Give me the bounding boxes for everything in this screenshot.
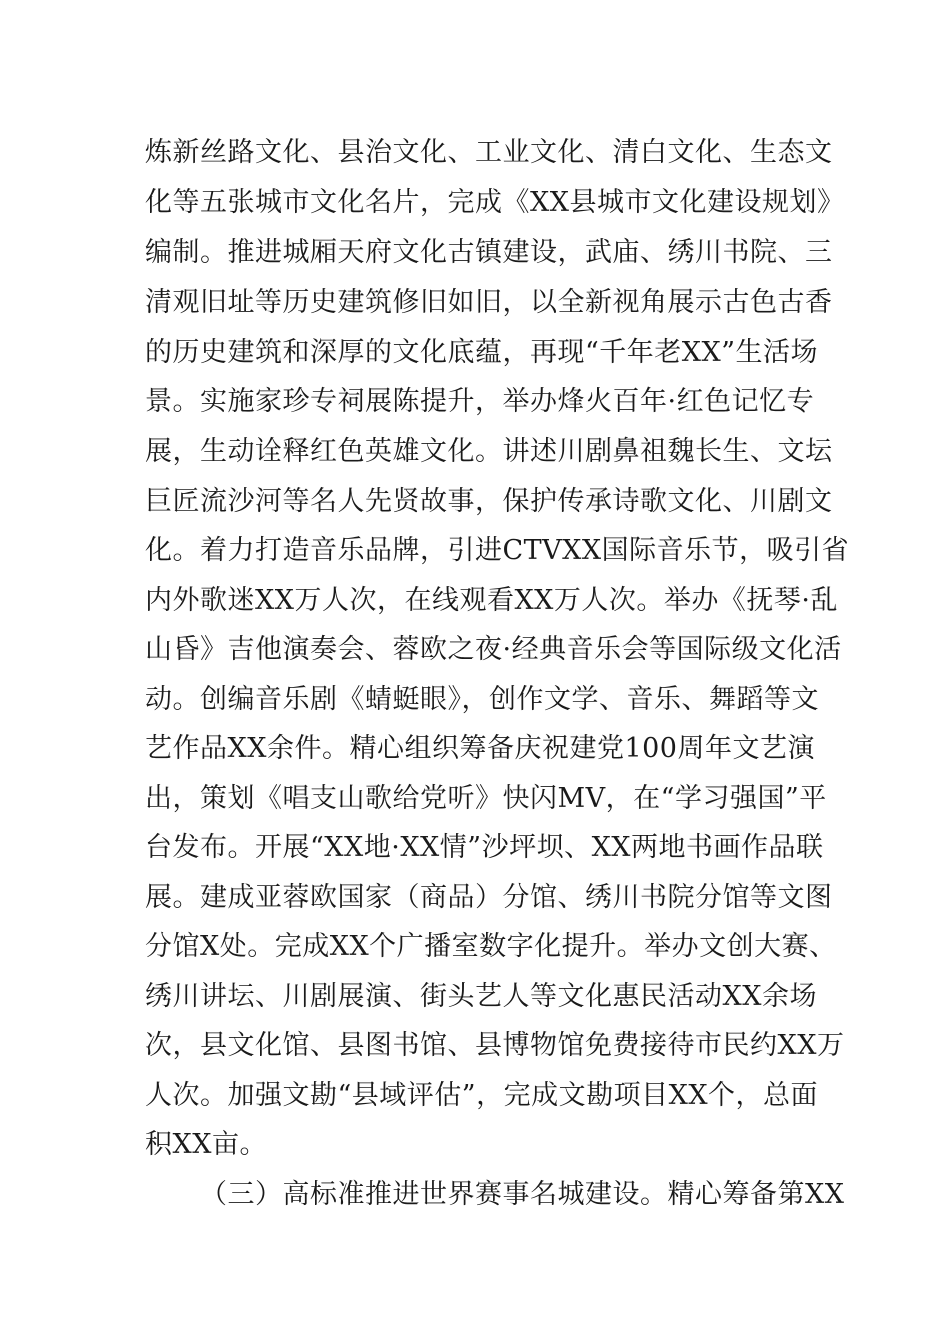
text-line: 炼新丝路文化、县治文化、工业文化、清白文化、生态文 <box>145 137 833 168</box>
text-line: 分馆X处。完成XX个广播室数字化提升。举办文创大赛、 <box>145 931 837 962</box>
text-line: 出，策划《唱支山歌给党听》快闪MV，在“学习强国”平 <box>145 783 827 814</box>
text-line: 化。着力打造音乐品牌，引进CTVXX国际音乐节，吸引省 <box>145 535 850 566</box>
text-line: 台发布。开展“XX地·XX情”沙坪坝、XX两地书画作品联 <box>145 832 824 863</box>
text-line: 绣川讲坛、川剧展演、街头艺人等文化惠民活动XX余场 <box>145 981 817 1012</box>
text-line: 次，县文化馆、县图书馆、县博物馆免费接待市民约XX万 <box>145 1030 845 1061</box>
text-line: 积XX亩。 <box>145 1129 267 1160</box>
text-line: 化等五张城市文化名片，完成《XX县城市文化建设规划》 <box>145 187 845 218</box>
text-line: 展。建成亚蓉欧国家（商品）分馆、绣川书院分馆等文图 <box>145 882 833 913</box>
text-line: 山昏》吉他演奏会、蓉欧之夜·经典音乐会等国际级文化活 <box>145 634 842 665</box>
text-line: 展，生动诠释红色英雄文化。讲述川剧鼻祖魏长生、文坛 <box>145 436 833 467</box>
text-line: 景。实施家珍专祠展陈提升，举办烽火百年·红色记忆专 <box>145 386 815 417</box>
text-line: 的历史建筑和深厚的文化底蕴，再现“千年老XX”生活场 <box>145 337 819 368</box>
text-line: 人次。加强文勘“县域评估”，完成文勘项目XX个，总面 <box>145 1080 819 1111</box>
text-line: 动。创编音乐剧《蜻蜓眼》，创作文学、音乐、舞蹈等文 <box>145 684 819 715</box>
text-line: 艺作品XX余件。精心组织筹备庆祝建党100周年文艺演 <box>145 733 815 764</box>
text-line: 编制。推进城厢天府文化古镇建设，武庙、绣川书院、三 <box>145 237 833 268</box>
text-line: 内外歌迷XX万人次，在线观看XX万人次。举办《抚琴·乱 <box>145 585 838 616</box>
text-line: 巨匠流沙河等名人先贤故事，保护传承诗歌文化、川剧文 <box>145 486 833 517</box>
section-heading-line: （三）高标准推进世界赛事名城建设。精心筹备第XX <box>200 1179 845 1210</box>
text-line: 清观旧址等历史建筑修旧如旧，以全新视角展示古色古香 <box>145 287 833 318</box>
